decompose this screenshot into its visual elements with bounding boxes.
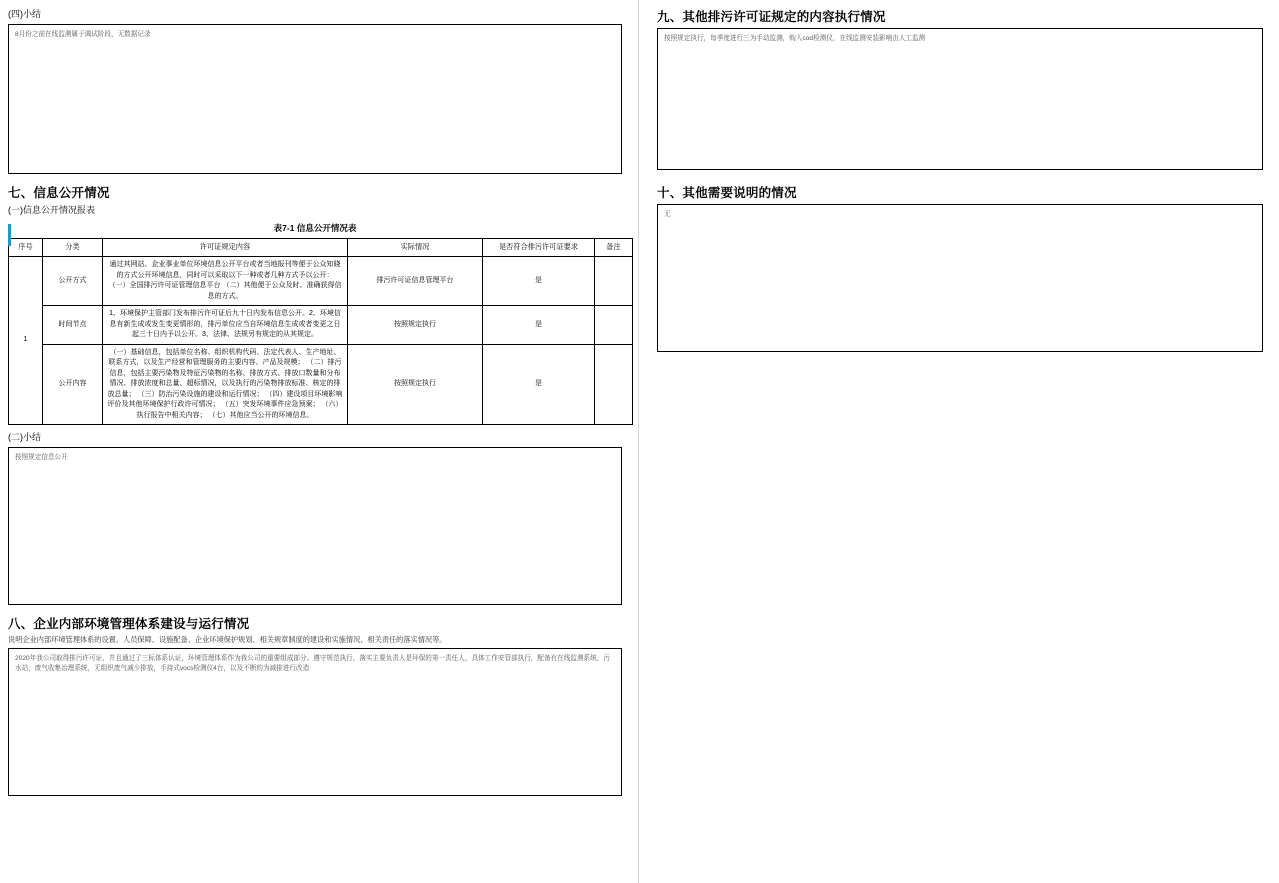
cell-category: 时间节点 (43, 306, 103, 345)
cell-requirement: （一）基础信息，包括单位名称、组织机构代码、法定代表人、生产地址、联系方式，以及生产经营和管理服务的主要内容、产品及规模； （二）排污信息，包括主要污染物及特征污染物的名称、排放方式、排放口数量和分布情况、排放浓度和总量、超标情况，以及执行的污染物排放标准、核定的排放总量； （三）防治污染设施的建设和运行情况； （四）建设项目环境影响评价及其他环境保护行政许可情况； （五）突发环境事件应急预案； （六）执行报告中相关内容； （七）其他应当公开的环境信息。 (103, 344, 348, 425)
section-eight-textbox[interactable] (8, 648, 622, 796)
table-header-row (9, 239, 633, 257)
col-header-remark: 备注 (595, 239, 633, 257)
cell-remark (595, 257, 633, 306)
table-row (9, 306, 633, 345)
section-four-summary-textbox[interactable] (8, 24, 622, 174)
section-nine-heading: 九、其他排污许可证规定的内容执行情况 (657, 10, 886, 24)
section-ten-heading: 十、其他需要说明的情况 (657, 186, 797, 201)
col-header-seq: 序号 (9, 239, 43, 257)
section-ten-textbox[interactable] (657, 204, 1263, 352)
cell-requirement: 1、环境保护主管部门发布排污许可证后九十日内发布信息公开。2、环境信息有新生成或发生变更情形的，排污单位应当自环境信息生成或者变更之日起三十日内予以公开。3、法律、法规另有规定的从其规定。 (103, 306, 348, 345)
cell-actual: 按照规定执行 (348, 306, 483, 345)
cell-seq: 1 (9, 257, 43, 425)
cell-remark (595, 344, 633, 425)
section-seven-summary-heading: (二)小结 (8, 432, 41, 443)
cell-compliance: 是 (483, 257, 595, 306)
section-nine-textbox[interactable] (657, 28, 1263, 170)
column-divider (638, 0, 639, 883)
info-disclosure-table (8, 238, 633, 425)
section-eight-note: 说明企业内部环境管理体系的设置、人员保障、设施配备、企业环境保护规划、相关规章制度的建设和实施情况、相关责任的落实情况等。 (8, 634, 447, 644)
section-nine-text: 按照规定执行，每季度进行三为手动监测，购入cod检测仪，在线监测安装影响由人工监测 (664, 35, 926, 43)
cell-compliance: 是 (483, 344, 595, 425)
cell-remark (595, 306, 633, 345)
cell-compliance: 是 (483, 306, 595, 345)
section-four-summary-text: 8月份之前在线监测属于调试阶段，无数据记录 (15, 30, 151, 38)
section-seven-summary-textbox[interactable] (8, 447, 622, 605)
section-ten-text: 无 (664, 211, 671, 219)
cell-category: 公开方式 (43, 257, 103, 306)
right-column (645, 0, 1279, 883)
col-header-actual: 实际情况 (348, 239, 483, 257)
col-header-requirement: 许可证规定内容 (103, 239, 348, 257)
section-eight-text: 2020年我公司取得排污许可证，并且通过了三标体系认证，环境管理体系作为我公司的重要组成部分。遵守规范执行，落实主要负责人是环保的第一责任人，具体工作安管部执行，配备有在线监测系统，污水站，废气收集治理系统，无组织废气减少排放，手持式vocs检测仪4台，以及不断的为减排进行改造 (15, 654, 610, 673)
cell-category: 公开内容 (43, 344, 103, 425)
col-header-category: 分类 (43, 239, 103, 257)
left-column (0, 0, 638, 883)
section-seven-sub-heading: (一)信息公开情况报表 (8, 204, 95, 215)
section-four-summary-heading: (四)小结 (8, 9, 41, 19)
cell-requirement: 通过其网站、企业事业单位环境信息公开平台或者当地报刊等便于公众知晓的方式公开环境信息，同时可以采取以下一种或者几种方式予以公开： （一）全国排污许可证管理信息平台 （二）其他便于公众及时、准确获得信息的方式。 (103, 257, 348, 306)
cell-actual: 排污许可证信息管理平台 (348, 257, 483, 306)
section-seven-summary-text: 按照规定信息公开 (15, 453, 68, 461)
text-cursor-marker (8, 224, 11, 246)
table-row (9, 257, 633, 306)
section-eight-heading: 八、企业内部环境管理体系建设与运行情况 (8, 616, 250, 631)
cell-actual: 按照规定执行 (348, 344, 483, 425)
col-header-compliance: 是否符合排污许可证要求 (483, 239, 595, 257)
section-seven-heading: 七、信息公开情况 (8, 185, 110, 200)
table-7-1-title: 表7-1 信息公开情况表 (273, 223, 357, 234)
table-row (9, 344, 633, 425)
